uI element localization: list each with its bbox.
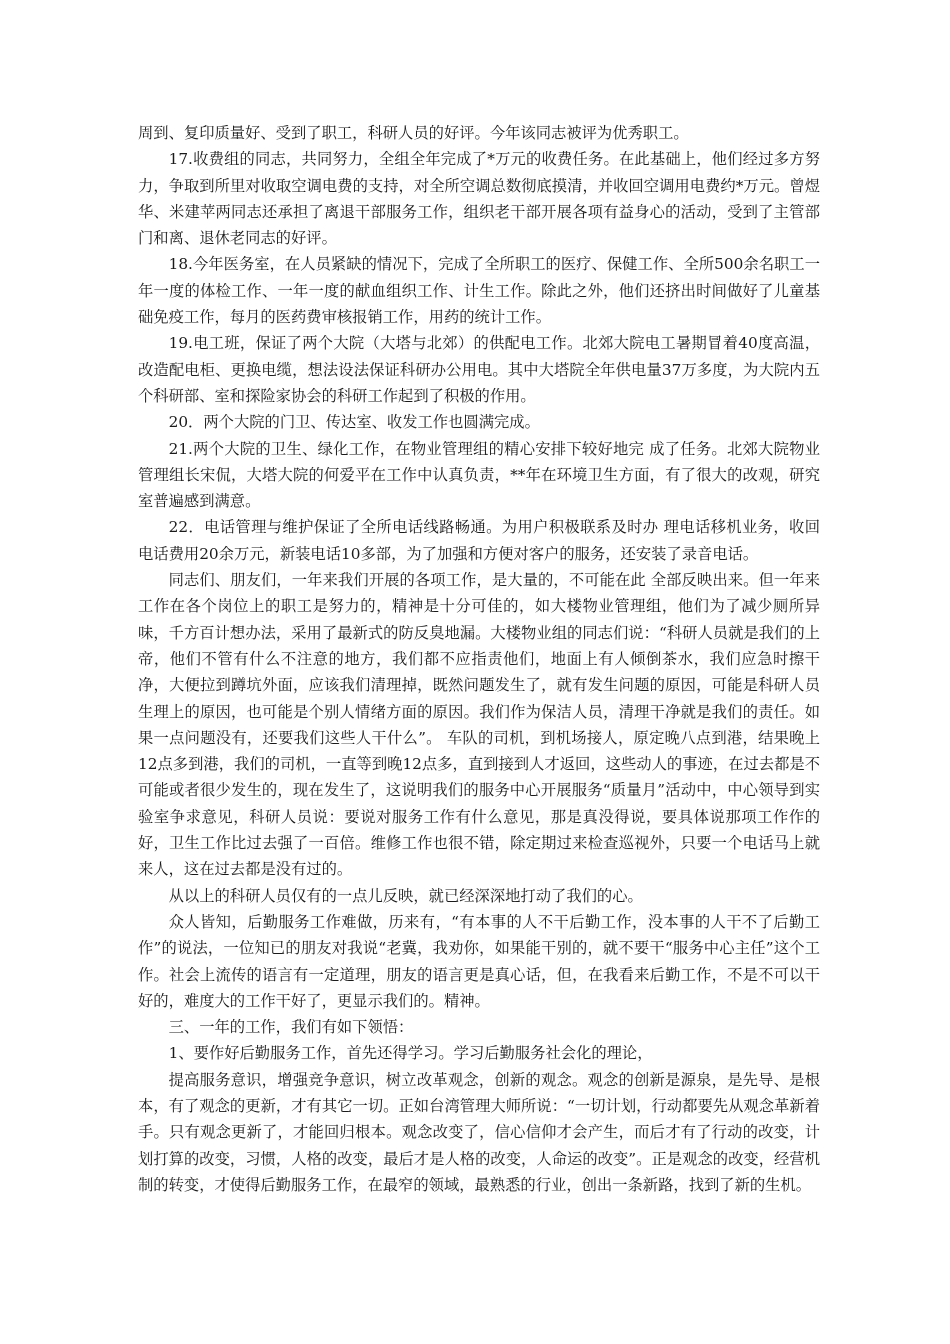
section-heading: 三、一年的工作，我们有如下领悟： [168,1018,414,1037]
paragraph-12: 1、要作好后勤服务工作，首先还得学习。学习后勤服务社会化的理论， [168,1044,653,1063]
paragraph-10: 众人皆知，后勤服务工作难做，历来有，“有本事的人不干后勤工作，没本事的人干不了后勤工作”的说法，一位知已的朋友对我说“老冀，我劝你，如果能干别的，就不要干“服务中心主任”这个工作。社会上流传的语言有一定道理，朋友的语言更是真心话，但，在我看来后勤工作，不是不可以干好的，难度大的工作干好了，更显示我们的。精神。 [138,912,820,1010]
paragraph-4: 19.电工班，保证了两个大院（大塔与北郊）的供配电工作。北郊大院电工暑期冒着40度高温，改造配电柜、更换电缆，想法设法保证科研办公用电。其中大塔院全年供电量37万多度，为大院内五个科研部、室和探险家协会的科研工作起到了积极的作用。 [138,334,820,405]
paragraph-9: 从以上的科研人员仅有的一点儿反映，就已经深深地打动了我们的心。 [168,886,643,905]
paragraph-7: 22．电话管理与维护保证了全所电话线路畅通。为用户积极联系及时办 理电话移机业务，收回电话费用20余万元，新装电话10多部，为了加强和方便对客户的服务，还安装了录音电话。 [138,518,820,563]
paragraph-1: 周到、复印质量好、受到了职工，科研人员的好评。今年该同志被评为优秀职工。 [138,124,689,142]
document-body [138,120,820,1198]
paragraph-2: 17.收费组的同志，共同努力，全组全年完成了*万元的收费任务。在此基础上，他们经过多方努力，争取到所里对收取空调电费的支持，对全所空调总数彻底摸清，并收回空调用电费约*万元。曾煜华、米建苹两同志还承担了离退干部服务工作，组织老干部开展各项有益身心的活动，受到了主管部门和离、退休老同志的好评。 [138,150,820,248]
paragraph-5: 20．两个大院的门卫、传达室、收发工作也圆满完成。 [168,413,540,432]
paragraph-3: 18.今年医务室，在人员紧缺的情况下，完成了全所职工的医疗、保健工作、全所500余名职工一年一度的体检工作、一年一度的献血组织工作、计生工作。除此之外，他们还挤出时间做好了儿童基础免疫工作，每月的医药费审核报销工作，用药的统计工作。 [138,255,820,327]
paragraph-8: 同志们、朋友们，一年来我们开展的各项工作，是大量的，不可能在此 全部反映出来。但一年来工作在各个岗位上的职工是努力的，精神是十分可佳的，如大楼物业管理组，他们为了减少厕所异味，千方百计想办法，采用了最新式的防反臭地漏。大楼物业组的同志们说：“科研人员就是我们的上帝，他们不管有什么不注意的地方，我们都不应指责他们，地面上有人倾倒茶水，我们应急时擦干净，大便拉到蹲坑外面，应该我们清理掉，既然问题发生了，就有发生问题的原因，可能是科研人员生理上的原因，也可能是个别人情绪方面的原因。我们作为保洁人员，清理干净就是我们的责任。如果一点问题没有，还要我们这些人干什么”。 车队的司机，到机场接人，原定晚八点到港，结果晚上12点多到港，我们的司机，一直等到晚12点多，直到接到人才返回，这些动人的事迹，在过去都是不可能或者很少发生的，现在发生了，这说明我们的服务中心开展服务“质量月”活动中，中心领导到实验室争求意见，科研人员说：要说对服务工作有什么意见，那是真没得说，要具体说那项工作作的好，卫生工作比过去强了一百倍。维修工作也很不错，除定期过来检查巡视外，只要一个电话马上就来人，这在过去都是没有过的。 [138,571,820,879]
paragraph-6: 21.两个大院的卫生、绿化工作，在物业管理组的精心安排下较好地完 成了任务。北郊大院物业管理组长宋侃，大塔大院的何爱平在工作中认真负责，**年在环境卫生方面，有了很大的改观，研究室普遍感到满意。 [138,439,820,511]
paragraph-13: 提高服务意识，增强竞争意识，树立改革观念，创新的观念。观念的创新是源泉，是先导、是根本，有了观念的更新，才有其它一切。正如台湾管理大师所说：“一切计划，行动都要先从观念革新着手。只有观念更新了，才能回归根本。观念改变了，信心信仰才会产生，而后才有了行动的改变，计划打算的改变，习惯，人格的改变，最后才是人格的改变，人命运的改变”。正是观念的改变，经营机制的转变，才使得后勤服务工作，在最窄的领域，最熟悉的行业，创出一条新路，找到了新的生机。 [138,1070,820,1194]
